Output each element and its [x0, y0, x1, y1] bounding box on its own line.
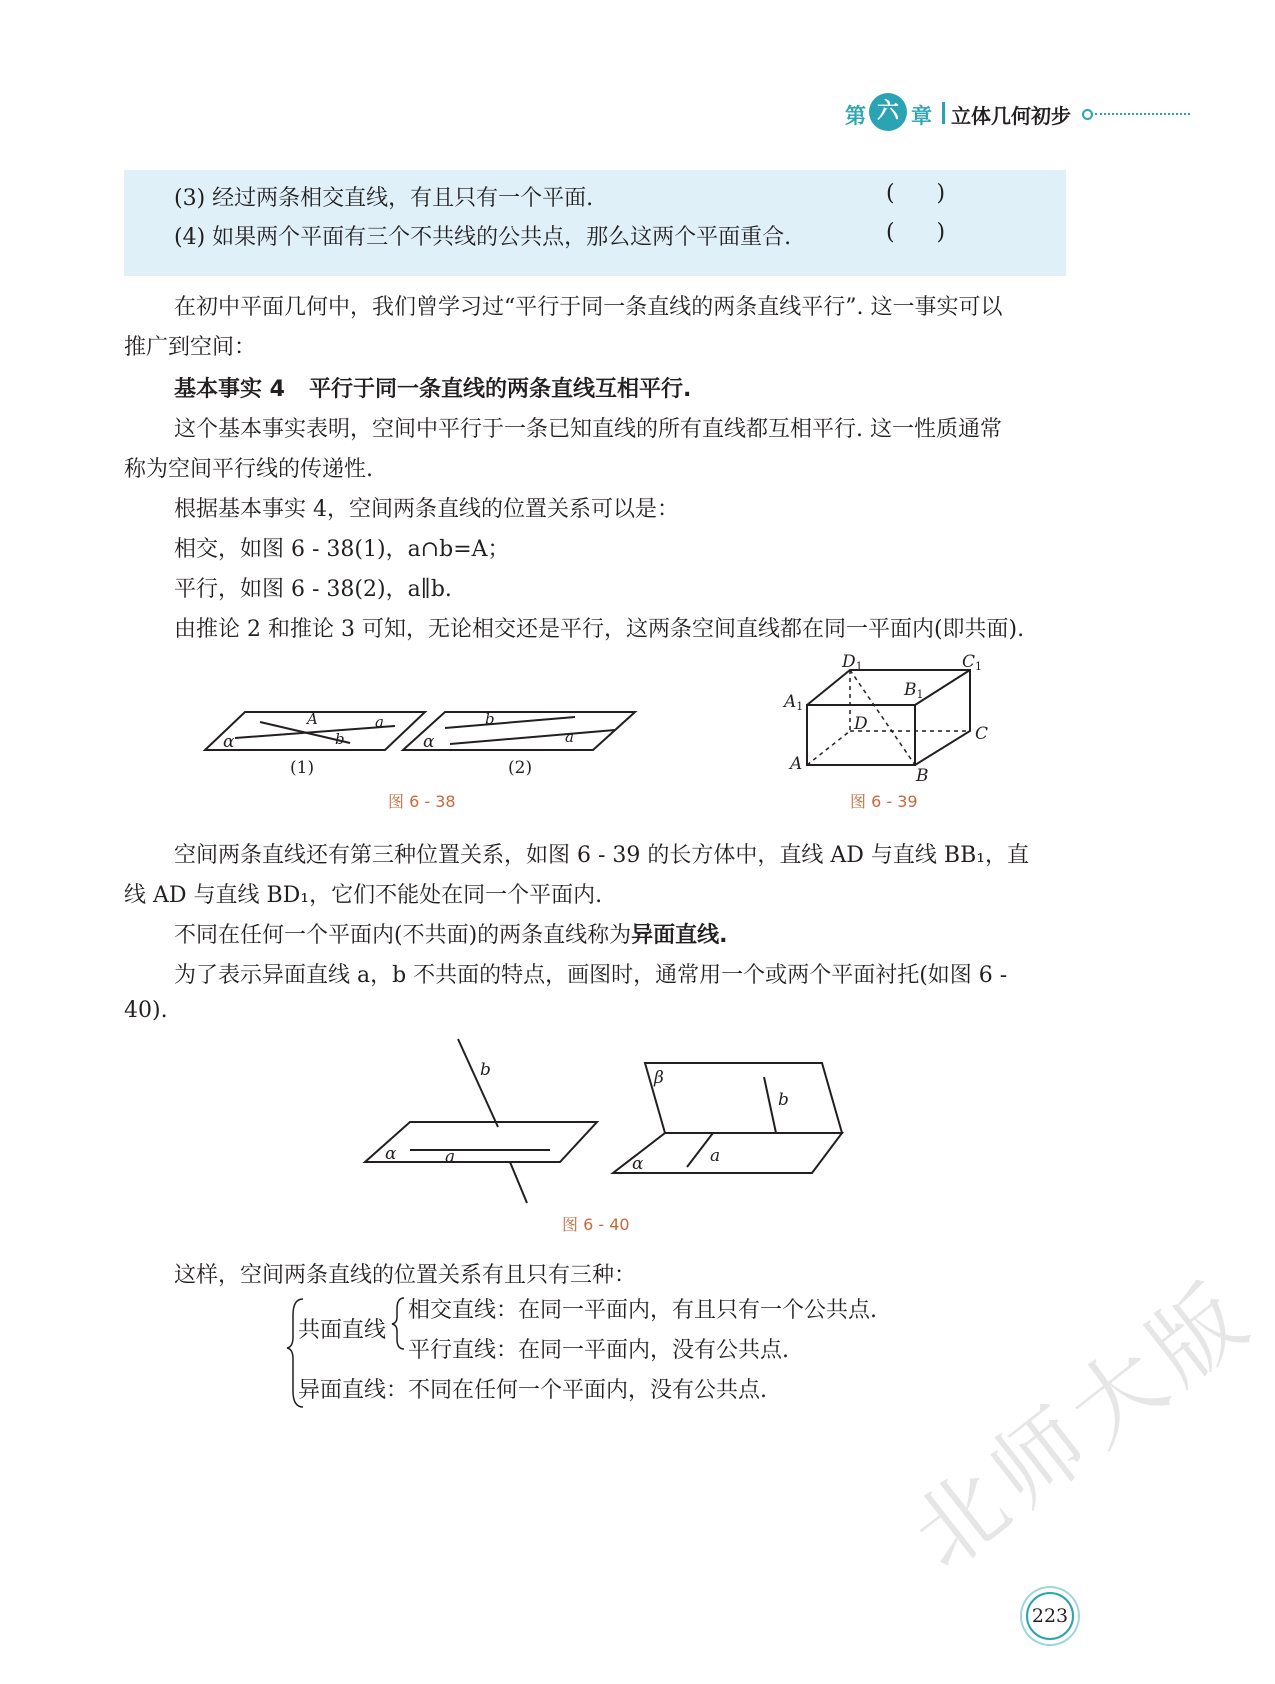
label-A-cuboid: A	[790, 754, 803, 774]
paragraph-8	[174, 918, 728, 949]
label-b-2: b	[485, 710, 495, 728]
figure-6-40-part-2	[613, 1063, 842, 1174]
basic-fact-4	[174, 372, 691, 403]
label-A1: A1	[784, 692, 804, 713]
chapter-header	[845, 92, 1190, 132]
plane-alpha-4	[613, 1133, 842, 1173]
label-C: C	[975, 724, 989, 744]
basic-fact-4-text: 平行于同一条直线的两条直线互相平行.	[308, 377, 692, 402]
paragraph-8-text: 不同在任何一个平面内(不共面)的两条直线称为	[174, 923, 632, 948]
figure-6-38-sublabel-1: (1)	[290, 758, 315, 778]
label-a-1: a	[375, 713, 384, 731]
figure-6-40-part-1	[365, 1039, 597, 1203]
header-divider	[942, 102, 945, 124]
header-dotted-line	[1095, 113, 1190, 115]
label-alpha-4: α	[632, 1154, 644, 1174]
figure-6-40-caption: 图 6 - 40	[562, 1215, 630, 1234]
paragraph-5: 平行，如图 6 - 38(2)，a∥b.	[174, 577, 452, 602]
exercise-item-3-answer-blank: ( )	[886, 181, 946, 206]
label-D1: D1	[842, 652, 863, 673]
figure-6-39-caption: 图 6 - 39	[850, 792, 918, 811]
skew-lines-definition: 异面直线：不同在任何一个平面内，没有公共点.	[298, 1378, 767, 1403]
parallel-lines-definition: 平行直线：在同一平面内，没有公共点.	[408, 1338, 789, 1363]
paragraph-7-line-2: 线 AD 与直线 BD₁，它们不能处在同一个平面内.	[124, 883, 603, 908]
line-b-lower	[510, 1162, 527, 1203]
figure-6-40	[360, 1035, 860, 1205]
publisher-watermark: 北师大版	[892, 1260, 1273, 1590]
paragraph-9-line-1: 为了表示异面直线 a，b 不共面的特点，画图时，通常用一个或两个平面衬托(如图 6 -	[174, 963, 1008, 988]
cuboid-back-edges	[807, 670, 970, 765]
chapter-prefix: 第	[845, 104, 866, 128]
coplanar-lines-label: 共面直线	[298, 1318, 387, 1343]
exercise-box	[124, 170, 1066, 276]
label-B: B	[916, 766, 929, 786]
inner-brace-icon	[392, 1298, 404, 1349]
label-alpha-3: α	[385, 1144, 397, 1164]
paragraph-9-line-2: 40).	[124, 998, 168, 1023]
exercise-item-4-answer-blank: ( )	[886, 220, 946, 245]
term-skew-lines: 异面直线.	[631, 923, 728, 948]
line-b-2	[445, 717, 575, 728]
label-A: A	[307, 710, 318, 728]
figure-6-38-caption: 图 6 - 38	[388, 792, 456, 811]
line-a-2	[450, 730, 615, 744]
plane-alpha-3	[365, 1122, 597, 1162]
label-b-3: b	[480, 1060, 491, 1080]
page-number: 223	[1026, 1592, 1074, 1640]
exercise-item-3: (3) 经过两条相交直线，有且只有一个平面.	[174, 186, 594, 211]
chapter-suffix: 章	[911, 104, 932, 128]
paragraph-10: 这样，空间两条直线的位置关系有且只有三种：	[174, 1263, 637, 1288]
paragraph-1-line-1: 在初中平面几何中，我们曾学习过“平行于同一条直线的两条直线平行”. 这一事实可以	[174, 295, 1003, 320]
line-b-4	[764, 1077, 776, 1133]
figure-6-38-part-1	[205, 710, 425, 752]
hidden-edge-AD	[807, 731, 850, 765]
basic-fact-4-label: 基本事实 4	[174, 377, 285, 402]
figure-6-39	[780, 652, 1000, 786]
figure-6-38-part-2	[403, 710, 635, 752]
label-B1: B1	[904, 680, 924, 701]
label-a-4: a	[710, 1146, 721, 1166]
plane-beta	[645, 1063, 842, 1133]
paragraph-4: 相交，如图 6 - 38(1)，a∩b=A；	[174, 537, 510, 562]
paragraph-3: 根据基本事实 4，空间两条直线的位置关系可以是：	[174, 497, 679, 522]
paragraph-7-line-1: 空间两条直线还有第三种位置关系，如图 6 - 39 的长方体中，直线 AD 与直线 BB₁，直	[174, 843, 1030, 868]
paragraph-2-line-1: 这个基本事实表明，空间中平行于一条已知直线的所有直线都互相平行. 这一性质通常	[174, 417, 1002, 442]
label-C1: C1	[962, 652, 983, 673]
label-D: D	[854, 714, 868, 734]
header-dot-icon	[1082, 109, 1093, 120]
label-alpha-2: α	[423, 732, 435, 752]
paragraph-1-line-2: 推广到空间：	[124, 335, 257, 360]
line-b-upper	[458, 1039, 498, 1127]
figure-6-38	[195, 700, 645, 780]
label-b-4: b	[778, 1090, 789, 1110]
label-b-1: b	[335, 730, 345, 748]
chapter-title: 立体几何初步	[951, 104, 1071, 128]
intersecting-lines-definition: 相交直线：在同一平面内，有且只有一个公共点.	[408, 1298, 877, 1323]
label-beta: β	[654, 1068, 664, 1088]
label-a-2: a	[565, 728, 574, 746]
figure-6-38-sublabel-2: (2)	[508, 758, 533, 778]
exercise-item-4: (4) 如果两个平面有三个不共线的公共点，那么这两个平面重合.	[174, 225, 792, 250]
chapter-number-badge: 六	[869, 93, 907, 131]
label-a-3: a	[445, 1147, 456, 1167]
paragraph-2-line-2: 称为空间平行线的传递性.	[124, 457, 373, 482]
label-alpha-1: α	[223, 732, 235, 752]
paragraph-6: 由推论 2 和推论 3 可知，无论相交还是平行，这两条空间直线都在同一平面内(即共面).	[174, 617, 1025, 642]
